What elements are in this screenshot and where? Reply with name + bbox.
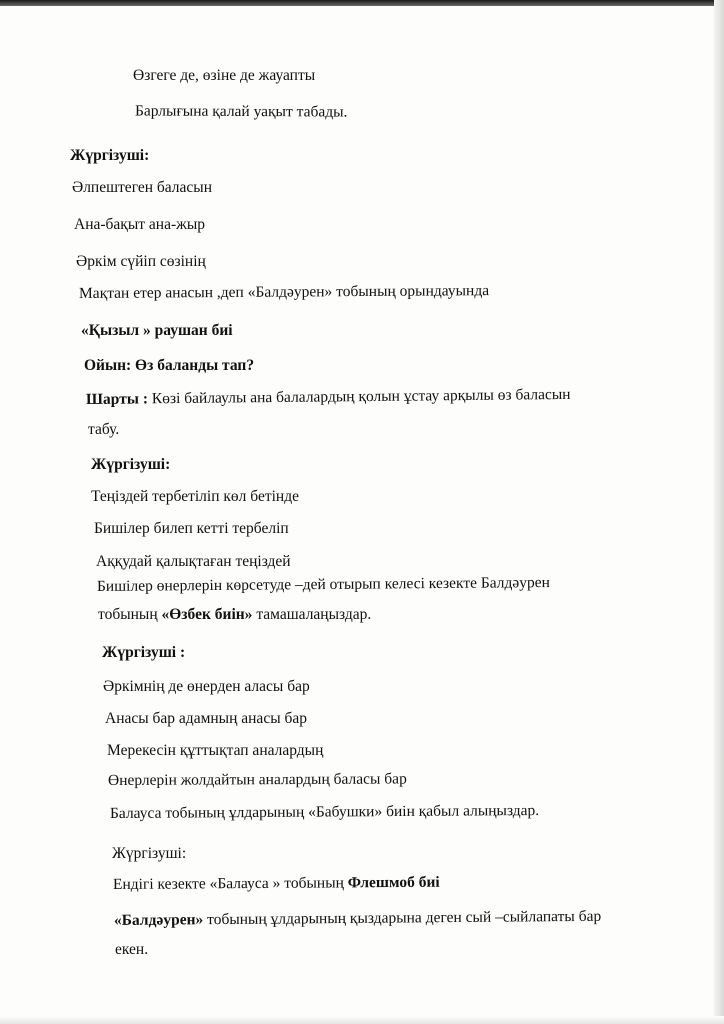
dance-name: «Өзбек биін» [161,606,253,623]
text-segment: тобының ұлдарының қыздарына деген сый –сыйлапаты бар [203,907,602,929]
game-title: Ойын: Өз баланды тап? [84,357,255,374]
poem-line: Әркім сүйіп сөзінің [76,253,206,270]
rules-label: Шарты : [85,390,149,408]
poem-line: Әркімнің де өнерден аласы бар [103,678,310,695]
text-line [98,606,371,624]
poem-line: Әлпештеген баласын [72,179,212,196]
scan-right-edge [714,0,724,1024]
speaker-heading: Жүргізуші: [91,456,171,473]
dance-title: «Қызыл » раушан биі [81,322,233,339]
text-segment: тамашалаңыздар. [252,606,372,623]
poem-line: Өнерлерін жолдайтын аналардың баласы бар [107,770,407,789]
poem-line: Өзгеге де, өзіне де жауапты [133,67,316,84]
text-line: Мақтан етер анасын ,деп «Балдәурен» тобының орындауында [78,282,490,302]
text-line [113,874,440,894]
poem-line: Барлығына қалай уақыт табады. [134,102,348,121]
poem-line: Ана-бақыт ана-жыр [74,216,205,233]
scan-top-edge [0,0,724,6]
scan-bottom-edge [0,1016,724,1024]
text-line: екен. [115,941,149,958]
dance-name: Флешмоб биі [347,873,440,892]
text-segment: тобының [98,606,162,623]
speaker-heading: Жүргізуші: [70,147,150,164]
text-line: Балауса тобының ұлдарының «Бабушки» биін қабыл алыңыздар. [109,802,540,822]
speaker-heading: Жүргізуші : [102,644,186,661]
text-line [114,908,601,930]
text-segment: Ендігі кезекте «Балауса » тобының [112,874,348,893]
rules-line: табу. [88,421,120,438]
poem-line: Теңіздей тербетіліп көл бетінде [91,488,299,505]
poem-line: Аққудай қалықтаған теңіздей [96,553,291,570]
rules-line [86,386,571,409]
poem-line: Мерекесін құттықтап аналардың [107,742,324,759]
group-name: «Балдәурен» [113,911,204,929]
poem-line: Анасы бар адамның анасы бар [105,710,307,727]
text-line: Бишілер өнерлерін көрсетуде –дей отырып келесі кезекте Балдәурен [96,574,551,595]
rules-text: Көзі байлаулы ана балалардың қолын ұстау арқылы өз баласын [147,385,571,408]
poem-line: Бишілер билеп кетті тербеліп [94,520,289,537]
speaker-heading: Жүргізуші: [112,845,187,862]
